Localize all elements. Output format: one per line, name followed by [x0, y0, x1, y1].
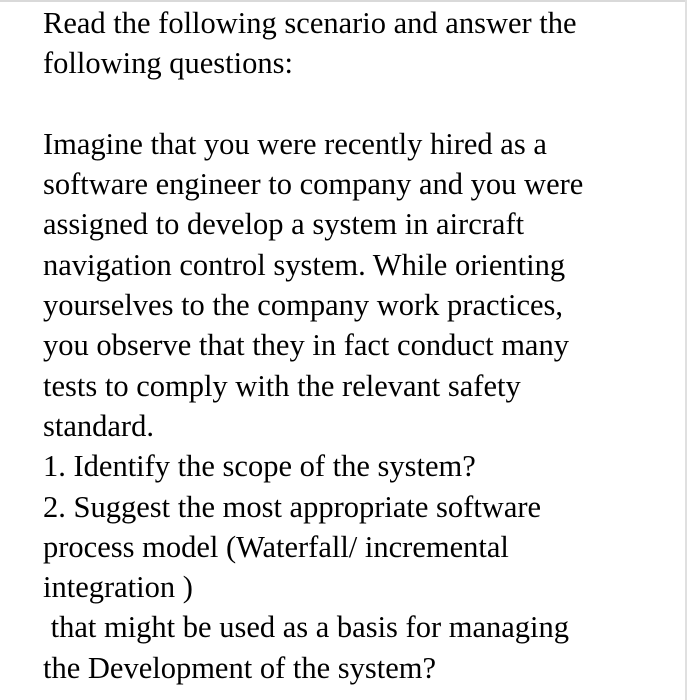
scenario-line: yourselves to the company work practices, [43, 288, 564, 323]
instructions-line: following questions: [43, 46, 293, 81]
question-2-line: that might be used as a basis for managing [43, 610, 570, 645]
paragraph-spacer [43, 84, 673, 124]
question-1-line: 1. Identify the scope of the system? [43, 449, 476, 484]
question-2 [43, 487, 673, 688]
scenario-paragraph [43, 124, 673, 446]
question-document [43, 3, 673, 688]
question-2-line: integration ) [43, 570, 193, 605]
scenario-line: Imagine that you were recently hired as a [43, 126, 547, 161]
instructions-paragraph [43, 3, 673, 84]
question-2-line: 2. Suggest the most appropriate software [43, 489, 542, 524]
scenario-line: tests to comply with the relevant safety [43, 368, 521, 403]
instructions-line: Read the following scenario and answer the [43, 6, 577, 40]
top-border [0, 0, 687, 2]
question-2-line: the Development of the system? [43, 650, 437, 685]
scenario-line: software engineer to company and you were [43, 167, 584, 202]
question-2-line: process model (Waterfall/ incremental [43, 529, 509, 564]
scenario-line: navigation control system. While orienting [43, 247, 566, 282]
scenario-line: assigned to develop a system in aircraft [43, 207, 525, 242]
scenario-line: standard. [43, 408, 154, 443]
question-1 [43, 446, 673, 486]
scenario-line: you observe that they in fact conduct many [43, 328, 569, 363]
